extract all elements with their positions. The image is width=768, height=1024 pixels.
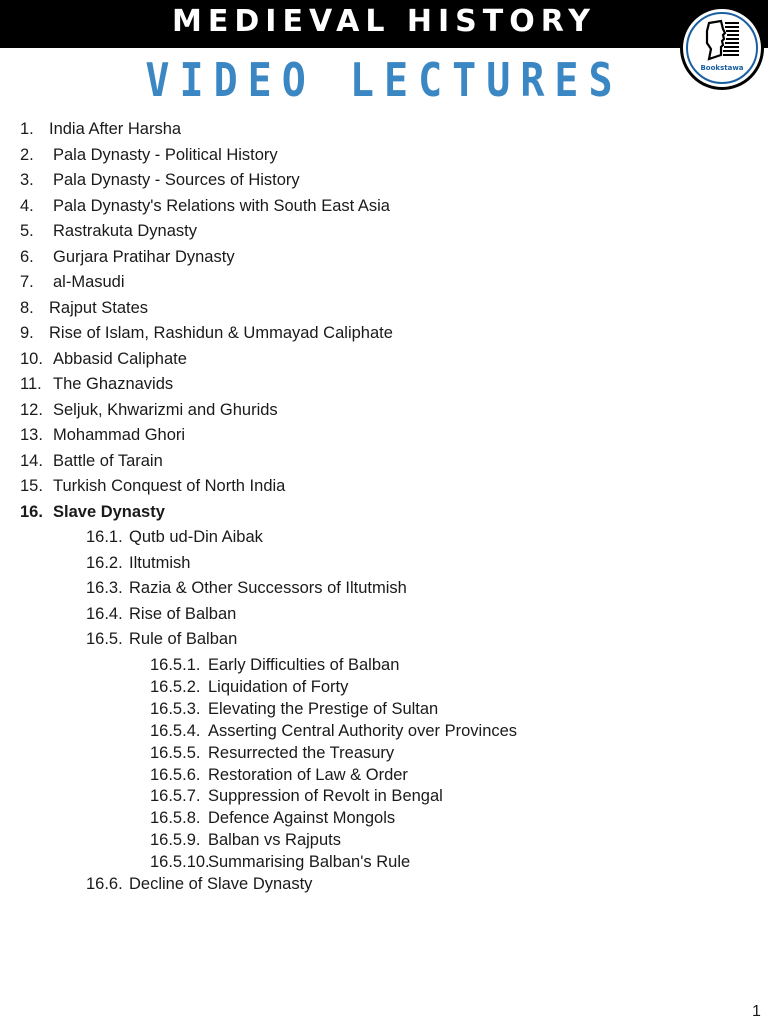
toc-item-number: 16.3. bbox=[86, 579, 123, 597]
toc-item-title: Mohammad Ghori bbox=[53, 426, 186, 444]
toc-item-number: 16.5.5. bbox=[150, 743, 201, 762]
toc-item-title: Slave Dynasty bbox=[53, 502, 165, 521]
toc-item-number: 16. bbox=[20, 502, 43, 521]
toc-item-number: 14. bbox=[20, 451, 43, 470]
toc-item bbox=[20, 169, 300, 191]
toc-item-title: Qutb ud-Din Aibak bbox=[129, 528, 263, 546]
toc-item-number: 16.5.1. bbox=[150, 656, 201, 674]
toc-item-number: 16.5.4. bbox=[150, 721, 201, 740]
toc-item bbox=[20, 475, 285, 497]
toc-item-number: 10. bbox=[20, 349, 43, 368]
toc-item-number: 3. bbox=[20, 171, 34, 189]
toc-item bbox=[20, 144, 278, 166]
toc-item bbox=[150, 676, 348, 698]
toc-item bbox=[150, 698, 438, 720]
toc-item-number: 9. bbox=[20, 324, 34, 342]
toc-item-number: 16.5.6. bbox=[150, 765, 201, 784]
toc-item bbox=[20, 118, 181, 140]
toc-item-number: 16.5.10. bbox=[150, 853, 210, 872]
toc-item-title: Rastrakuta Dynasty bbox=[53, 222, 197, 240]
toc-item-title: Abbasid Caliphate bbox=[53, 349, 187, 368]
toc-item-title: Suppression of Revolt in Bengal bbox=[208, 787, 443, 806]
page-number: 1 bbox=[752, 1003, 761, 1020]
toc-item-title: Gurjara Pratihar Dynasty bbox=[53, 247, 235, 266]
toc-item bbox=[86, 552, 190, 574]
toc-item-number: 13. bbox=[20, 426, 43, 444]
toc-item bbox=[20, 501, 165, 523]
toc-item-title: Pala Dynasty's Relations with South East Asia bbox=[53, 196, 390, 215]
toc-item bbox=[150, 764, 408, 786]
toc-item-number: 4. bbox=[20, 196, 34, 215]
toc-item bbox=[20, 297, 148, 319]
toc-item-title: Pala Dynasty - Sources of History bbox=[53, 171, 300, 189]
toc-item bbox=[150, 851, 410, 873]
toc-item-number: 15. bbox=[20, 477, 43, 495]
toc-item-number: 16.6. bbox=[86, 875, 123, 894]
toc-item bbox=[86, 526, 263, 548]
toc-item-number: 16.5.3. bbox=[150, 699, 201, 718]
toc-item-number: 16.1. bbox=[86, 528, 123, 546]
toc-item bbox=[86, 577, 407, 599]
toc-item bbox=[150, 807, 395, 829]
toc-item-number: 2. bbox=[20, 145, 34, 164]
toc-item-title: Rise of Balban bbox=[129, 604, 237, 623]
toc-item-number: 8. bbox=[20, 298, 34, 317]
toc-item-title: Rise of Islam, Rashidun & Ummayad Caliphate bbox=[49, 324, 393, 342]
toc-item-number: 16.5.2. bbox=[150, 677, 201, 696]
toc-item-number: 5. bbox=[20, 222, 34, 240]
toc-item-title: Balban vs Rajputs bbox=[208, 831, 341, 850]
toc-item-title: Early Difficulties of Balban bbox=[208, 656, 400, 674]
toc-item bbox=[20, 271, 125, 293]
toc-item-title: al-Masudi bbox=[53, 273, 125, 291]
toc-item-title: India After Harsha bbox=[49, 120, 182, 138]
toc-item-title: Restoration of Law & Order bbox=[208, 765, 408, 784]
toc-item bbox=[20, 220, 197, 242]
toc-item bbox=[20, 424, 185, 446]
toc-item-title: Battle of Tarain bbox=[53, 451, 163, 470]
toc-item bbox=[20, 450, 163, 472]
toc-item-number: 16.5.7. bbox=[150, 787, 201, 806]
toc-item-title: The Ghaznavids bbox=[53, 375, 174, 393]
toc-item-number: 16.2. bbox=[86, 553, 123, 572]
page-subtitle: VIDEO LECTURES bbox=[145, 54, 623, 108]
toc-item bbox=[150, 654, 399, 676]
logo-text: Bookstawa bbox=[700, 64, 744, 72]
toc-item bbox=[150, 829, 341, 851]
toc-item bbox=[20, 399, 278, 421]
toc-item-title: Liquidation of Forty bbox=[208, 677, 349, 696]
toc-item-title: Summarising Balban's Rule bbox=[208, 853, 411, 872]
toc-item bbox=[150, 720, 517, 742]
toc-item-number: 16.5.8. bbox=[150, 809, 201, 828]
toc-item-title: Resurrected the Treasury bbox=[208, 743, 395, 762]
toc-item-title: Defence Against Mongols bbox=[208, 809, 396, 828]
toc-item-number: 16.5. bbox=[86, 630, 123, 648]
toc-item bbox=[150, 785, 443, 807]
document-title: MEDIEVAL HISTORY bbox=[172, 4, 596, 39]
toc-item bbox=[20, 195, 390, 217]
toc-item bbox=[20, 246, 235, 268]
toc-item-title: Asserting Central Authority over Provinces bbox=[208, 721, 518, 740]
toc-item-number: 11. bbox=[20, 375, 42, 393]
toc-item-number: 16.4. bbox=[86, 604, 123, 623]
toc-item bbox=[20, 322, 393, 344]
toc-item bbox=[86, 873, 312, 895]
toc-item bbox=[86, 628, 237, 650]
toc-item bbox=[20, 373, 173, 395]
toc-item-number: 1. bbox=[20, 120, 34, 138]
toc-item-title: Iltutmish bbox=[129, 553, 191, 572]
toc-item-number: 7. bbox=[20, 273, 34, 291]
toc-item-title: Razia & Other Successors of Iltutmish bbox=[129, 579, 407, 597]
toc-item-number: 6. bbox=[20, 247, 34, 266]
toc-item bbox=[86, 603, 236, 625]
toc-item-title: Pala Dynasty - Political History bbox=[53, 145, 278, 164]
toc-item bbox=[20, 348, 187, 370]
toc-item-number: 12. bbox=[20, 400, 43, 419]
toc-item-title: Decline of Slave Dynasty bbox=[129, 875, 313, 894]
toc-item-title: Rajput States bbox=[49, 298, 149, 317]
toc-item-number: 16.5.9. bbox=[150, 831, 201, 850]
toc-item bbox=[150, 742, 394, 764]
toc-item-title: Elevating the Prestige of Sultan bbox=[208, 699, 439, 718]
toc-item-title: Seljuk, Khwarizmi and Ghurids bbox=[53, 400, 278, 419]
toc-item-title: Turkish Conquest of North India bbox=[53, 477, 286, 495]
toc-item-title: Rule of Balban bbox=[129, 630, 238, 648]
